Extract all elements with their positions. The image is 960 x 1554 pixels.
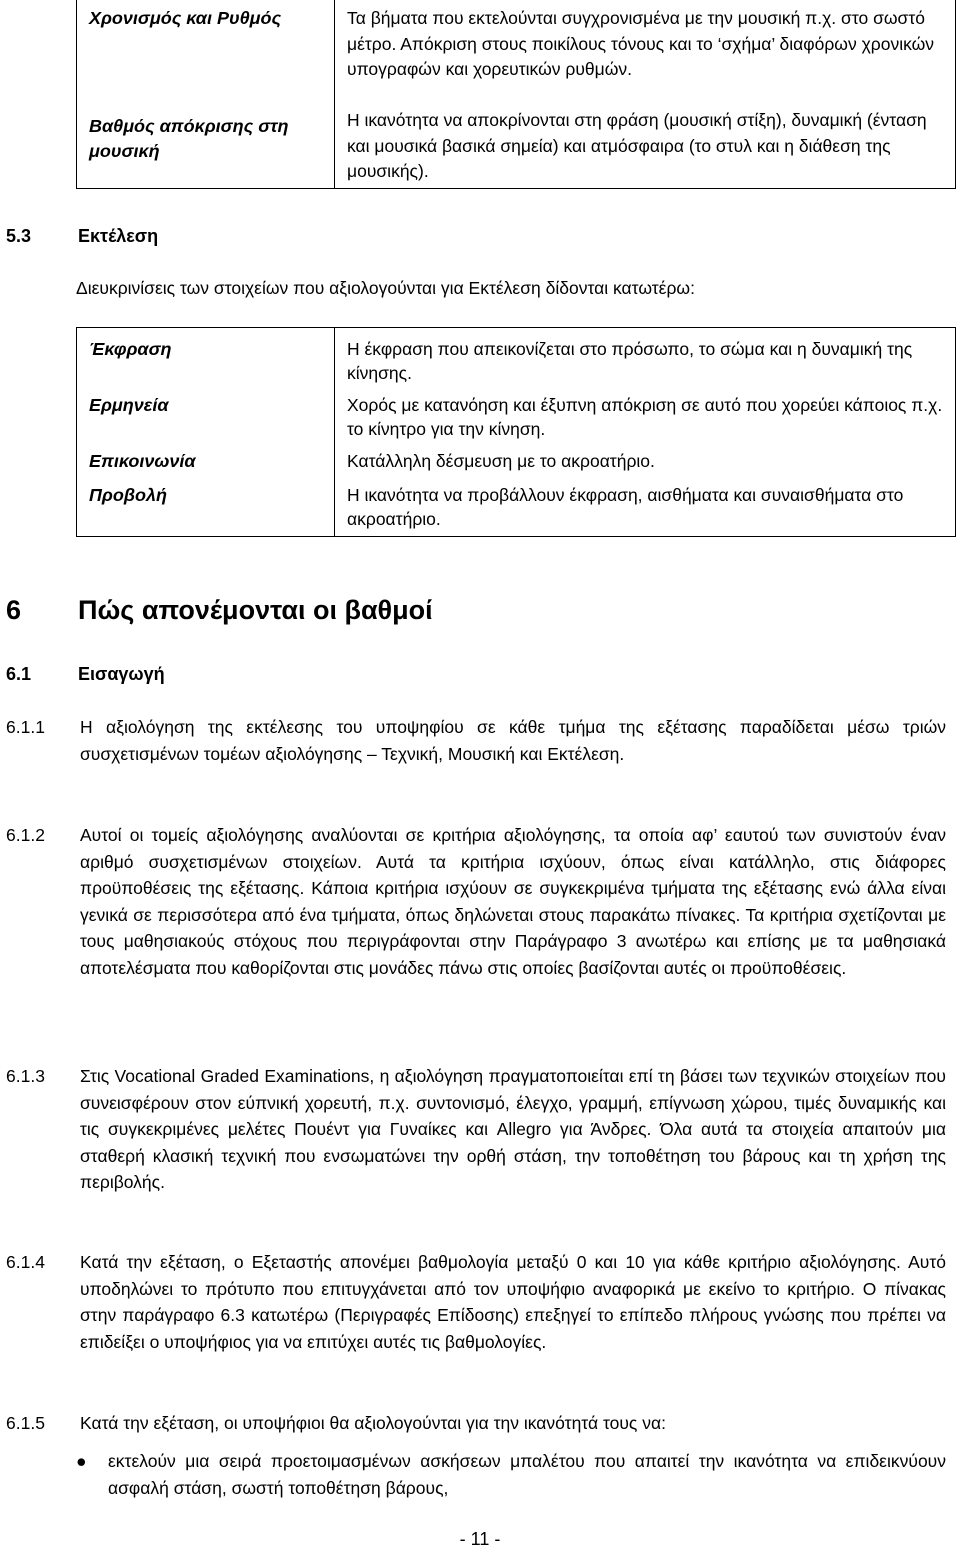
section-intro: Διευκρινίσεις των στοιχείων που αξιολογούνται για Εκτέλεση δίδονται κατωτέρω: xyxy=(76,278,695,298)
section-heading-6-1 xyxy=(6,662,165,686)
row-text: Χορός με κατανόηση και έξυπνη απόκριση σε αυτό που χορεύει κάποιος π.χ. το κίνητρο για την κίνηση. xyxy=(347,395,943,439)
column-divider xyxy=(334,328,335,536)
row-text: Η ικανότητα να αποκρίνονται στη φράση (μουσική στίξη), δυναμική (ένταση και μουσικά βασικά σημεία) και ατμόσφαιρα (το στυλ και η διάθεση της μουσικής). xyxy=(347,110,927,181)
row-label: Επικοινωνία xyxy=(89,451,196,471)
numbered-paragraph xyxy=(6,1410,946,1437)
paragraph-text: Στις Vocational Graded Examinations, η αξιολόγηση πραγματοποιείται επί τη βάσει των τεχνικών στοιχείων που συνεισφέρουν στον εύπνική χορευτή, π.χ. συντονισμό, έλεγχο, γραμμή, επίγνωση χώρου, τιμές δυναμικής και τις συγκεκριμένες μελέτες Πουέντ για Γυναίκες και Allegro για Άνδρες. Όλα αυτά τα στοιχεία απαιτούν μια σταθερή κλασική τεχνική που ενσωματώνει την ορθή στάση, την τοποθέτηση του βάρους και τη χρήση της περιβολής. xyxy=(80,1066,946,1192)
section-heading-5-3 xyxy=(6,224,158,248)
column-divider xyxy=(334,0,335,188)
paragraph-text: Κατά την εξέταση, ο Εξεταστής απονέμει βαθμολογία μεταξύ 0 και 10 για κάθε κριτήριο αξιολόγησης. Αυτό υποδηλώνει το πρότυπο που επιτυγχάνεται από τον υποψήφιο αναφορικά με εκείνο το κριτήριο. Ο πίνακας στην παράγραφο 6.3 κατωτέρω (Περιγραφές Επίδοσης) επεξηγεί το επίπεδο πλήρους γνώσης που πρέπει να επιδείξει ο υποψήφιος για να επιτύχει αυτές τις βαθμολογίες. xyxy=(80,1252,946,1352)
section-number: 6.1 xyxy=(6,664,32,684)
numbered-paragraph xyxy=(6,822,946,981)
row-text: Η ικανότητα να προβάλλουν έκφραση, αισθήματα και συναισθήματα στο ακροατήριο. xyxy=(347,485,904,529)
section-number: 6 xyxy=(6,595,22,625)
section-heading-6 xyxy=(6,592,433,628)
row-label: Χρονισμός και Ρυθμός xyxy=(89,8,282,28)
row-label: Ερμηνεία xyxy=(89,395,169,415)
paragraph-text: Κατά την εξέταση, οι υποψήφιοι θα αξιολογούνται για την ικανότητά τους να: xyxy=(80,1413,666,1433)
row-text: Τα βήματα που εκτελούνται συγχρονισμένα με την μουσική π.χ. στο σωστό μέτρο. Απόκριση στους ποικίλους τόνους και το ‘σχήμα’ διαφόρων χρονικών υπογραφών και χορευτικών ρυθμών. xyxy=(347,8,935,79)
paragraph-text: Η αξιολόγηση της εκτέλεσης του υποψηφίου σε κάθε τμήμα της εξέτασης παραδίδεται μέσω τριών συσχετισμένων τομέων αξιολόγησης – Τεχνική, Μουσική και Εκτέλεση. xyxy=(80,717,946,764)
paragraph-number: 6.1.2 xyxy=(6,825,45,845)
section-title: Εισαγωγή xyxy=(78,664,165,684)
bullet-icon: ● xyxy=(76,1451,87,1471)
bullet-text: εκτελούν μια σειρά προετοιμασμένων ασκήσεων μπαλέτου που απαιτεί την ικανότητα να επιδεικνύουν ασφαλή στάση, σωστή τοποθέτηση βάρους, xyxy=(108,1451,946,1498)
paragraph-number: 6.1.4 xyxy=(6,1252,45,1272)
section-title: Εκτέλεση xyxy=(78,226,159,246)
row-label: Βαθμός απόκρισης στη μουσική xyxy=(89,116,289,161)
section-title: Πώς απονέμονται οι βαθμοί xyxy=(78,595,433,625)
page-number: - 11 - xyxy=(459,1529,501,1549)
paragraph-number: 6.1.3 xyxy=(6,1066,45,1086)
row-label: Έκφραση xyxy=(89,339,172,359)
row-text: Κατάλληλη δέσμευση με το ακροατήριο. xyxy=(347,451,655,471)
execution-table xyxy=(76,327,956,537)
numbered-paragraph xyxy=(6,1249,946,1355)
section-number: 5.3 xyxy=(6,226,32,246)
row-label: Προβολή xyxy=(89,485,167,505)
numbered-paragraph xyxy=(6,714,946,767)
bullet-list-item xyxy=(76,1448,946,1501)
paragraph-text: Αυτοί οι τομείς αξιολόγησης αναλύονται σε κριτήρια αξιολόγησης, τα οποία αφ’ εαυτού των συνιστούν έναν αριθμό συσχετισμένων στοιχείων. Αυτά τα κριτήρια ισχύουν, όπως είναι κατάλληλο, στις διάφορες προϋποθέσεις της εξέτασης. Κάποια κριτήρια ισχύουν σε συγκεκριμένα τμήματα της εξέτασης ενώ άλλα είναι γενικά σε περισσότερα από ένα τμήματα, όπως δηλώνεται στους παρακάτω πίνακες. Τα κριτήρια σχετίζονται με τους μαθησιακούς στόχους που περιγράφονται στην Παράγραφο 3 ανωτέρω και επίσης με τα μαθησιακά αποτελέσματα που καθορίζονται στις μονάδες πάνω στις οποίες βασίζονται αυτές οι προϋποθέσεις. xyxy=(80,825,946,978)
paragraph-number: 6.1.5 xyxy=(6,1413,45,1433)
row-text: Η έκφραση που απεικονίζεται στο πρόσωπο, το σώμα και η δυναμική της κίνησης. xyxy=(347,339,913,383)
criteria-table-top xyxy=(76,0,956,189)
paragraph-number: 6.1.1 xyxy=(6,717,45,737)
numbered-paragraph xyxy=(6,1063,946,1196)
